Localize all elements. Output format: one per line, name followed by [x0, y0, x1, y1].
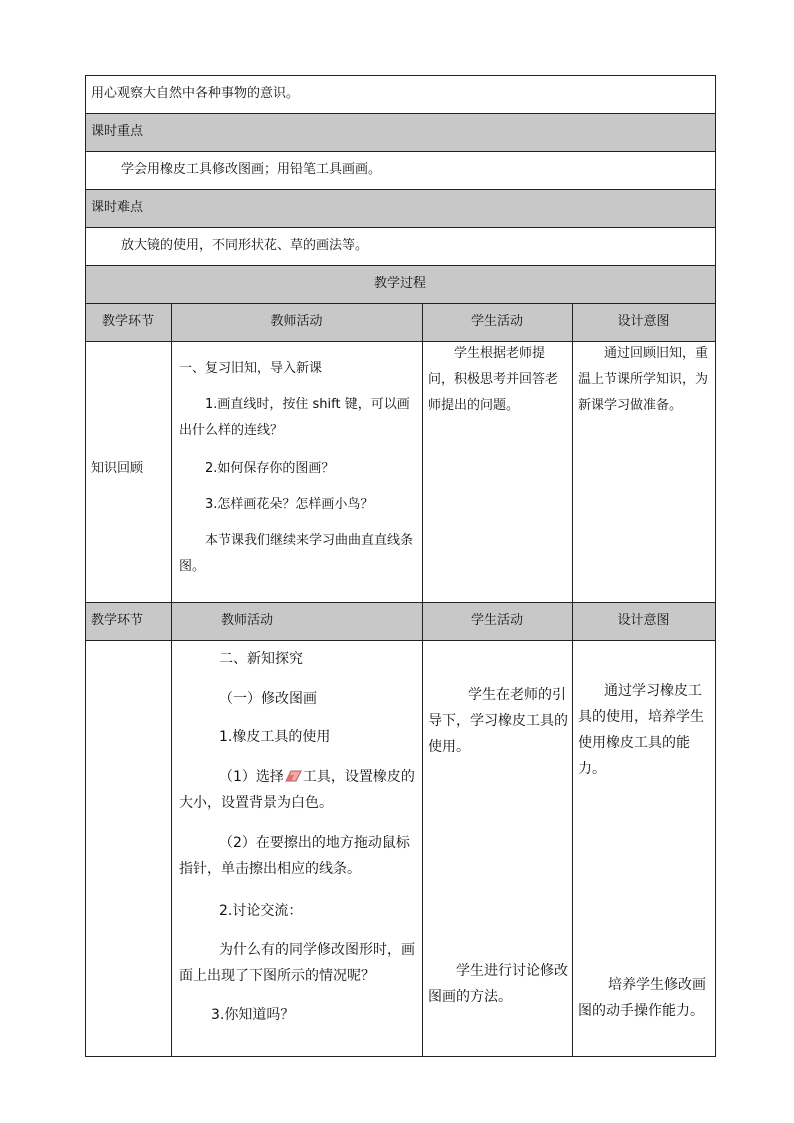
- teacher-s2-item3: 3.你知道吗？: [211, 1007, 295, 1023]
- teacher-s1-q2: 2.如何保存你的图画？: [205, 461, 335, 476]
- teacher-s2-step2: （2）在要擦出的地方拖动鼠标指针，单击擦出相应的线条。: [179, 835, 410, 877]
- student-s2-2: 学生进行讨论修改图画的方法。: [428, 963, 568, 1005]
- header-stage: 教学环节: [101, 314, 154, 329]
- difficulty-label: 课时难点: [91, 200, 144, 215]
- key-point-content: 学会用橡皮工具修改图画；用铅笔工具画画。: [121, 162, 382, 177]
- header-intent: 设计意图: [617, 314, 670, 329]
- difficulty-band: [85, 189, 715, 227]
- process-title: 教学过程: [373, 276, 426, 291]
- teacher-s2-item1: 1.橡皮工具的使用: [219, 729, 331, 745]
- teacher-s1-intro: 本节课我们继续来学习曲曲直直线条图。: [179, 533, 414, 574]
- key-point-label: 课时重点: [91, 124, 144, 139]
- header-teacher: 教师活动: [270, 314, 323, 329]
- difficulty-content: 放大镜的使用，不同形状花、草的画法等。: [121, 238, 369, 253]
- stage-knowledge-review: 知识回顾: [91, 461, 144, 476]
- teacher-s1-heading: 一、复习旧知，导入新课: [179, 361, 323, 376]
- teacher-s2-step1: （1）选择 工具，设置橡皮的大小，设置背景为白色。: [179, 769, 415, 811]
- header-student: 学生活动: [470, 314, 523, 329]
- header2-intent: 设计意图: [617, 613, 670, 628]
- teacher-s1-q1: 1.画直线时，按住 shift 键，可以画出什么样的连线？: [179, 397, 410, 438]
- top-row-text: 用心观察大自然中各种事物的意识。: [91, 86, 300, 101]
- header2-student: 学生活动: [470, 613, 523, 628]
- header2-stage: 教学环节: [91, 613, 144, 628]
- intent-s2-2: 培养学生修改画图的动手操作能力。: [578, 977, 706, 1019]
- teacher-s2-sub: （一）修改图画: [219, 691, 317, 707]
- teacher-s2-heading: 二、新知探究: [219, 651, 303, 667]
- teacher-s2-question: 为什么有的同学修改图形时，画面上出现了下图所示的情况呢？: [179, 942, 415, 984]
- student-s2-1: 学生在老师的引导下，学习橡皮工具的使用。: [428, 687, 568, 755]
- teacher-s2-item2: 2.讨论交流：: [219, 903, 303, 919]
- intent-s1: 通过回顾旧知，重温上节课所学知识，为新课学习做准备。: [578, 346, 709, 413]
- eraser-icon: [285, 770, 302, 782]
- header2-teacher: 教师活动: [221, 613, 274, 628]
- intent-s2-1: 通过学习橡皮工具的使用，培养学生使用橡皮工具的能力。: [578, 683, 704, 777]
- student-s1: 学生根据老师提问，积极思考并回答老师提出的问题。: [428, 346, 559, 413]
- key-point-band: [85, 113, 715, 151]
- teacher-s1-q3: 3.怎样画花朵？怎样画小鸟？: [205, 497, 374, 512]
